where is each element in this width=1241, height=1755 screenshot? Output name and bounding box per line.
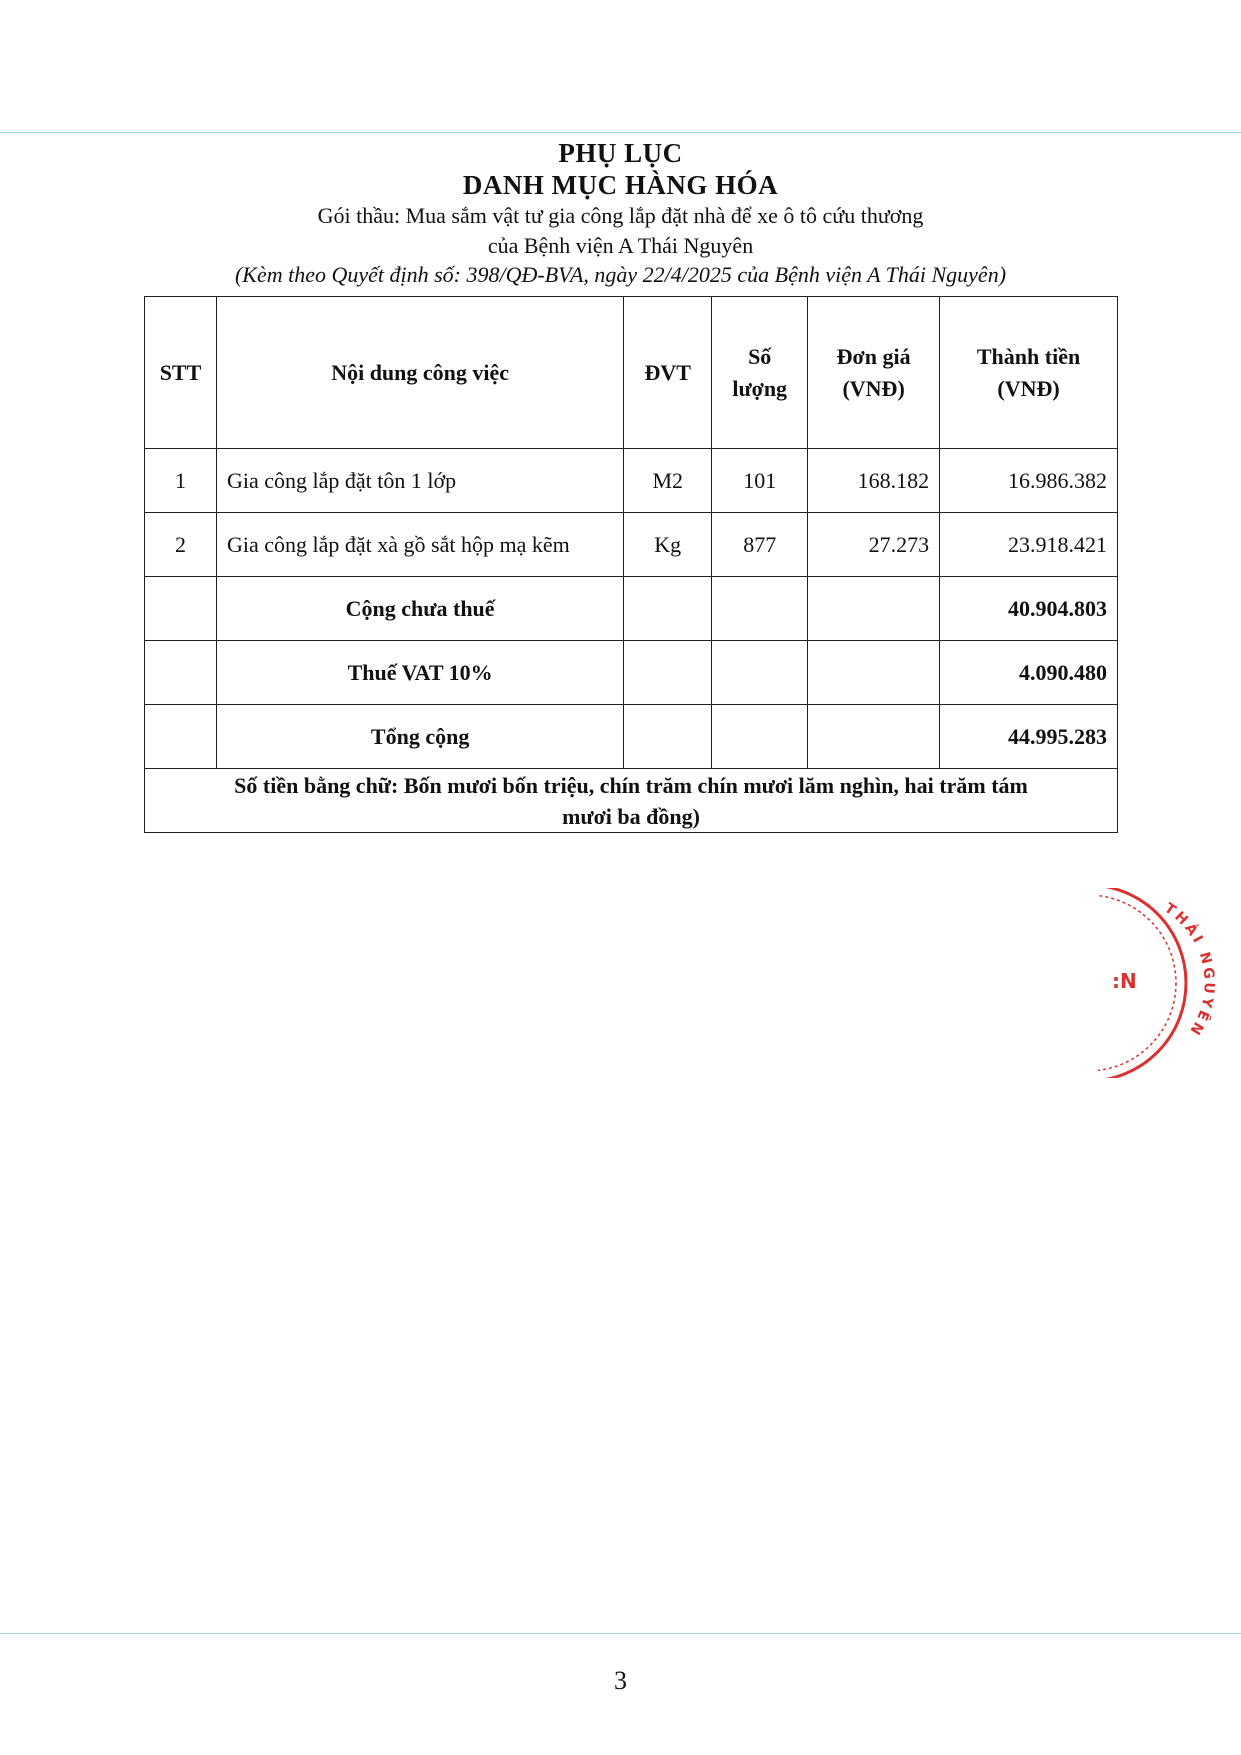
grand-total-value: 44.995.283 (940, 705, 1118, 769)
subtotal-row (145, 577, 1118, 641)
document-title: PHỤ LỤC (558, 138, 683, 168)
empty-cell (145, 641, 217, 705)
row-unit-price: 27.273 (808, 513, 940, 577)
column-header-unit-price (808, 297, 940, 449)
empty-cell (145, 577, 217, 641)
bottom-divider-line (0, 1633, 1241, 1634)
empty-cell (712, 577, 808, 641)
column-header-unit-price-line2: (VNĐ) (842, 375, 905, 401)
column-header-unit-price-line1: Đơn giá (836, 343, 911, 369)
goods-table (144, 296, 1118, 833)
row-stt: 1 (145, 449, 217, 513)
column-header-quantity (712, 297, 808, 449)
top-divider-line (0, 132, 1241, 133)
table-row (145, 449, 1118, 513)
table-header-row (145, 297, 1118, 449)
empty-cell (808, 705, 940, 769)
row-quantity: 877 (712, 513, 808, 577)
table-row (145, 513, 1118, 577)
column-header-stt: STT (145, 297, 217, 449)
vat-value: 4.090.480 (940, 641, 1118, 705)
row-unit: M2 (624, 449, 712, 513)
grand-total-row (145, 705, 1118, 769)
vat-row (145, 641, 1118, 705)
vat-label: Thuế VAT 10% (216, 641, 623, 705)
column-header-amount (940, 297, 1118, 449)
svg-text:THÁI NGUYÊN: THÁI NGUYÊN (1161, 900, 1217, 1040)
empty-cell (808, 641, 940, 705)
empty-cell (624, 705, 712, 769)
row-amount: 23.918.421 (940, 513, 1118, 577)
grand-total-label: Tổng cộng (216, 705, 623, 769)
document-subtitle: DANH MỤC HÀNG HÓA (462, 170, 779, 200)
empty-cell (624, 577, 712, 641)
subtotal-label: Cộng chưa thuế (216, 577, 623, 641)
row-unit: Kg (624, 513, 712, 577)
column-header-quantity-line1: Số (748, 343, 772, 369)
column-header-unit: ĐVT (624, 297, 712, 449)
package-description: Gói thầu: Mua sắm vật tư gia công lắp đặt nhà để xe ô tô cứu thương (317, 203, 924, 228)
row-quantity: 101 (712, 449, 808, 513)
row-content: Gia công lắp đặt xà gồ sắt hộp mạ kẽm (216, 513, 623, 577)
column-header-quantity-line2: lượng (732, 375, 788, 401)
svg-text::N: :N (1112, 969, 1137, 993)
red-stamp-seal (1098, 888, 1238, 1078)
page-number: 3 (614, 1666, 627, 1695)
empty-cell (808, 577, 940, 641)
amount-in-words-line1: Số tiền bằng chữ: Bốn mươi bốn triệu, chín trăm chín mươi lăm nghìn, hai trăm tám (234, 772, 1028, 798)
column-header-amount-line1: Thành tiền (976, 343, 1081, 369)
column-header-content: Nội dung công việc (216, 297, 623, 449)
subtotal-value: 40.904.803 (940, 577, 1118, 641)
amount-in-words-row (145, 769, 1118, 833)
empty-cell (145, 705, 217, 769)
empty-cell (712, 705, 808, 769)
row-stt: 2 (145, 513, 217, 577)
empty-cell (624, 641, 712, 705)
decision-reference: (Kèm theo Quyết định số: 398/QĐ-BVA, ngày 22/4/2025 của Bệnh viện A Thái Nguyên) (234, 262, 1007, 287)
column-header-amount-line2: (VNĐ) (997, 375, 1060, 401)
amount-in-words (145, 769, 1118, 833)
amount-in-words-line2: mươi ba đồng) (562, 803, 700, 829)
row-amount: 16.986.382 (940, 449, 1118, 513)
row-unit-price: 168.182 (808, 449, 940, 513)
row-content: Gia công lắp đặt tôn 1 lớp (216, 449, 623, 513)
package-owner: của Bệnh viện A Thái Nguyên (487, 233, 754, 258)
empty-cell (712, 641, 808, 705)
